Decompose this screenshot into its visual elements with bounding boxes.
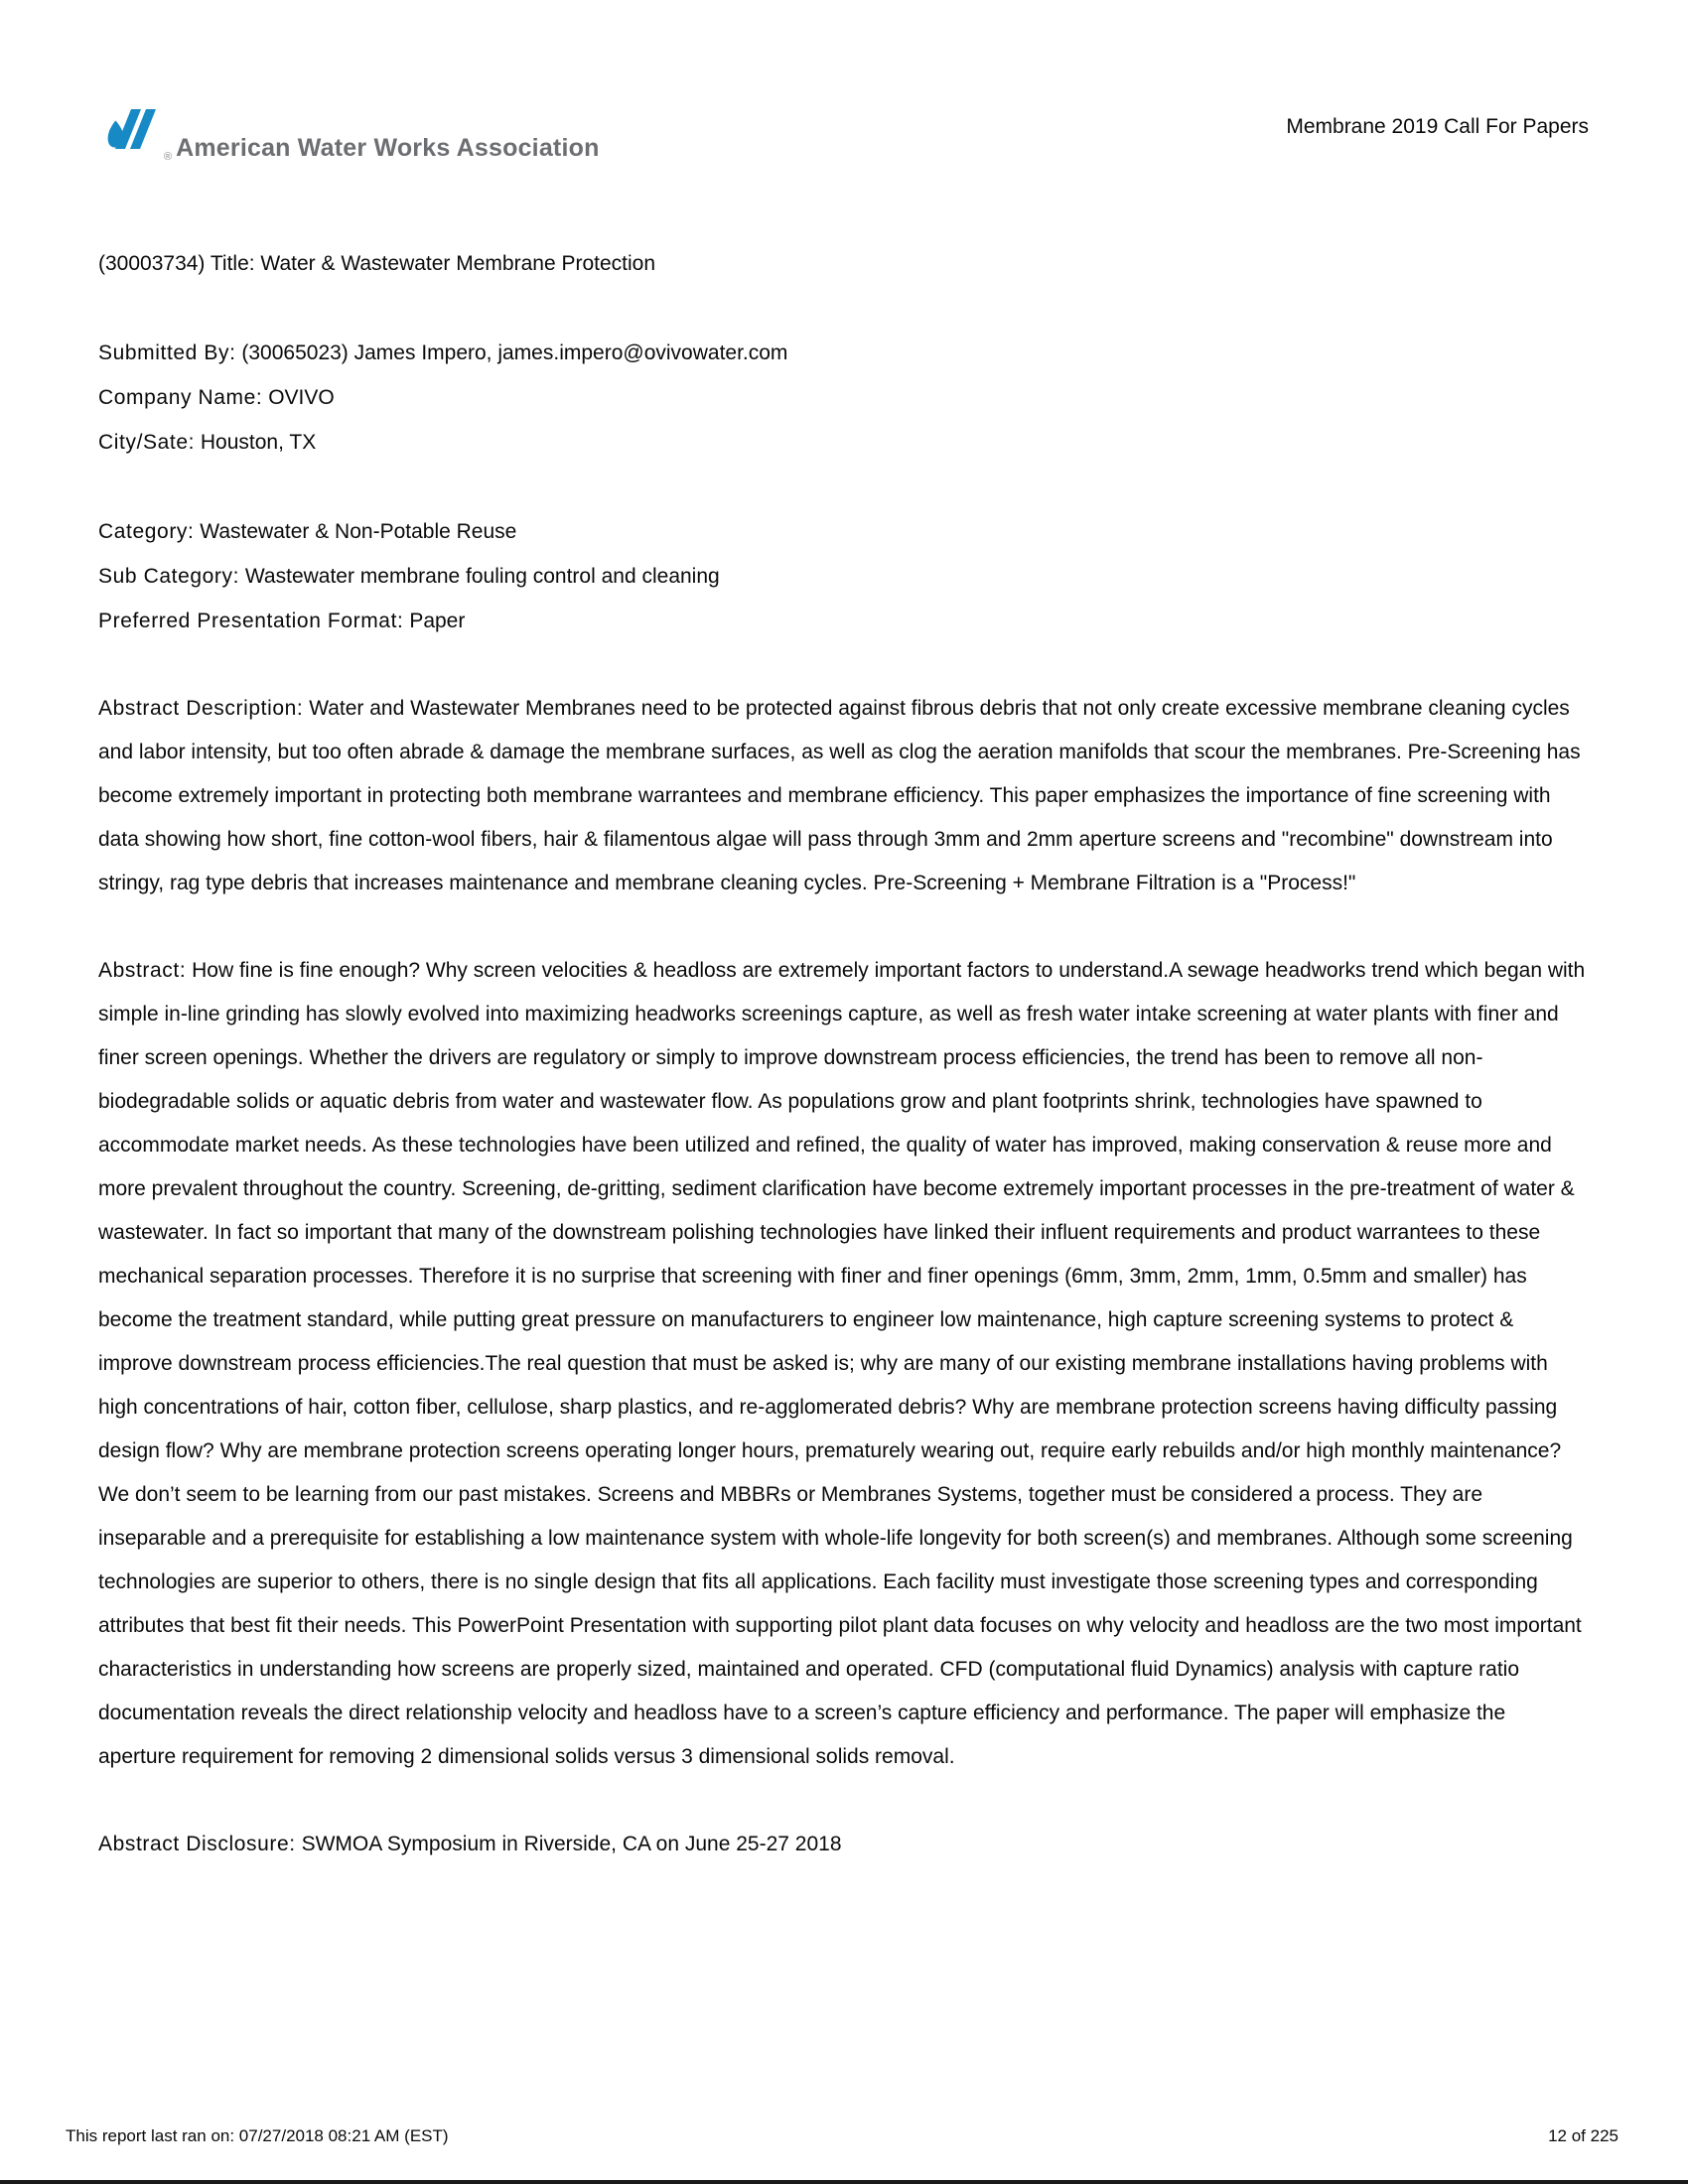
abstract-disclosure-value: SWMOA Symposium in Riverside, CA on June 25-27 2018 [301,1833,842,1855]
awwa-logo [98,107,600,165]
sub-category-value: Wastewater membrane fouling control and cleaning [244,565,720,588]
category-row [98,509,1589,554]
page-footer [66,2126,1618,2146]
submitted-by-label: Submitted By: [98,341,236,364]
city-state-value: Houston, TX [200,431,317,454]
abstract-label: Abstract: [98,959,187,982]
report-last-ran: This report last ran on: 07/27/2018 08:21 AM (EST) [66,2126,449,2145]
city-state-row [98,420,1589,465]
submitted-by-value: (30065023) James Impero, james.impero@ovivowater.com [241,341,788,364]
abstract-paragraph [98,949,1589,1779]
abstract-text: How fine is fine enough? Why screen velocities & headloss are extremely important factors to understand.A sewage headworks trend which began with simple in-line grinding has slowly evolved into maximizing headworks screenings capture, as well as fresh water intake screening at water plants with finer and finer screen openings. Whether the drivers are regulatory or simply to improve downstream process efficiencies, the trend has been to remove all non-biodegradable solids or aquatic debris from water and wastewater flow. As populations grow and plant footprints shrink, technologies have spawned to accommodate market needs. As these technologies have been utilized and refined, the quality of water has improved, making conservation & reuse more and more prevalent throughout the country. Screening, de-gritting, sediment clarification have become extremely important processes in the pre-treatment of water & wastewater. In fact so important that many of the downstream polishing technologies have linked their influent requirements and product warrantees to these mechanical separation processes. Therefore it is no surprise that screening with finer and finer openings (6mm, 3mm, 2mm, 1mm, 0.5mm and smaller) has become the treatment standard, while putting great pressure on manufacturers to engineer low maintenance, high capture screening systems to protect & improve downstream process efficiencies.The real question that must be asked is; why are many of our existing membrane installations having problems with high concentrations of hair, cotton fiber, cellulose, sharp plastics, and re-agglomerated debris? Why are membrane protection screens having difficulty passing design flow? Why are membrane protection screens operating longer hours, prematurely wearing out, require early rebuilds and/or high monthly maintenance? We don’t seem to be learning from our past mistakes. Screens and MBBRs or Membranes Systems, together must be considered a process. They are inseparable and a prerequisite for establishing a low maintenance system with whole-life longevity for both screen(s) and membranes. Although some screening technologies are superior to others, there is no single design that fits all applications. Each facility must investigate those screening types and corresponding attributes that best fit their needs. This PowerPoint Presentation with supporting pilot plant data focuses on why velocity and headloss are the two most important characteristics in understanding how screens are properly sized, maintained and operated. CFD (computational fluid Dynamics) analysis with capture ratio documentation reveals the direct relationship velocity and headloss have to a screen’s capture efficiency and performance. The paper will emphasize the aperture requirement for removing 2 dimensional solids versus 3 dimensional solids removal. [98,959,1586,1768]
awwa-logo-icon [98,107,160,165]
page-header [98,107,1589,165]
company-row [98,375,1589,420]
company-label: Company Name: [98,386,263,409]
abstract-description-text: Water and Wastewater Membranes need to be protected against fibrous debris that not only create excessive membrane cleaning cycles and labor intensity, but too often abrade & damage the membrane surfaces, as well as clog the aeration manifolds that scour the membranes. Pre-Screening has become extremely important in protecting both membrane warrantees and membrane efficiency. This paper emphasizes the importance of fine screening with data showing how short, fine cotton-wool fibers, hair & filamentous algae will pass through 3mm and 2mm aperture screens and "recombine" downstream into stringy, rag type debris that increases maintenance and membrane cleaning cycles. Pre-Screening + Membrane Filtration is a "Process!" [98,697,1581,894]
submitter-block [98,331,1589,465]
abstract-description-paragraph [98,687,1589,905]
page-number: 12 of 225 [1548,2126,1618,2145]
abstract-disclosure-row [98,1823,1589,1866]
submitted-by-row [98,331,1589,375]
registered-mark: ® [164,151,173,163]
presentation-format-label: Preferred Presentation Format: [98,610,404,632]
sub-category-row [98,554,1589,599]
page-bottom-edge [0,2180,1688,2184]
presentation-format-value: Paper [409,610,466,632]
company-value: OVIVO [268,386,335,409]
category-label: Category: [98,520,195,543]
sub-category-label: Sub Category: [98,565,240,588]
abstract-description-label: Abstract Description: [98,697,304,720]
paper-title-line: (30003734) Title: Water & Wastewater Membrane Protection [98,252,656,275]
category-block [98,509,1589,643]
abstract-disclosure-label: Abstract Disclosure: [98,1833,296,1855]
logo-wordmark: American Water Works Association [176,134,600,162]
city-state-label: City/Sate: [98,431,196,454]
report-title: Membrane 2019 Call For Papers [1286,115,1589,138]
presentation-format-row [98,599,1589,643]
category-value: Wastewater & Non-Potable Reuse [200,520,517,543]
